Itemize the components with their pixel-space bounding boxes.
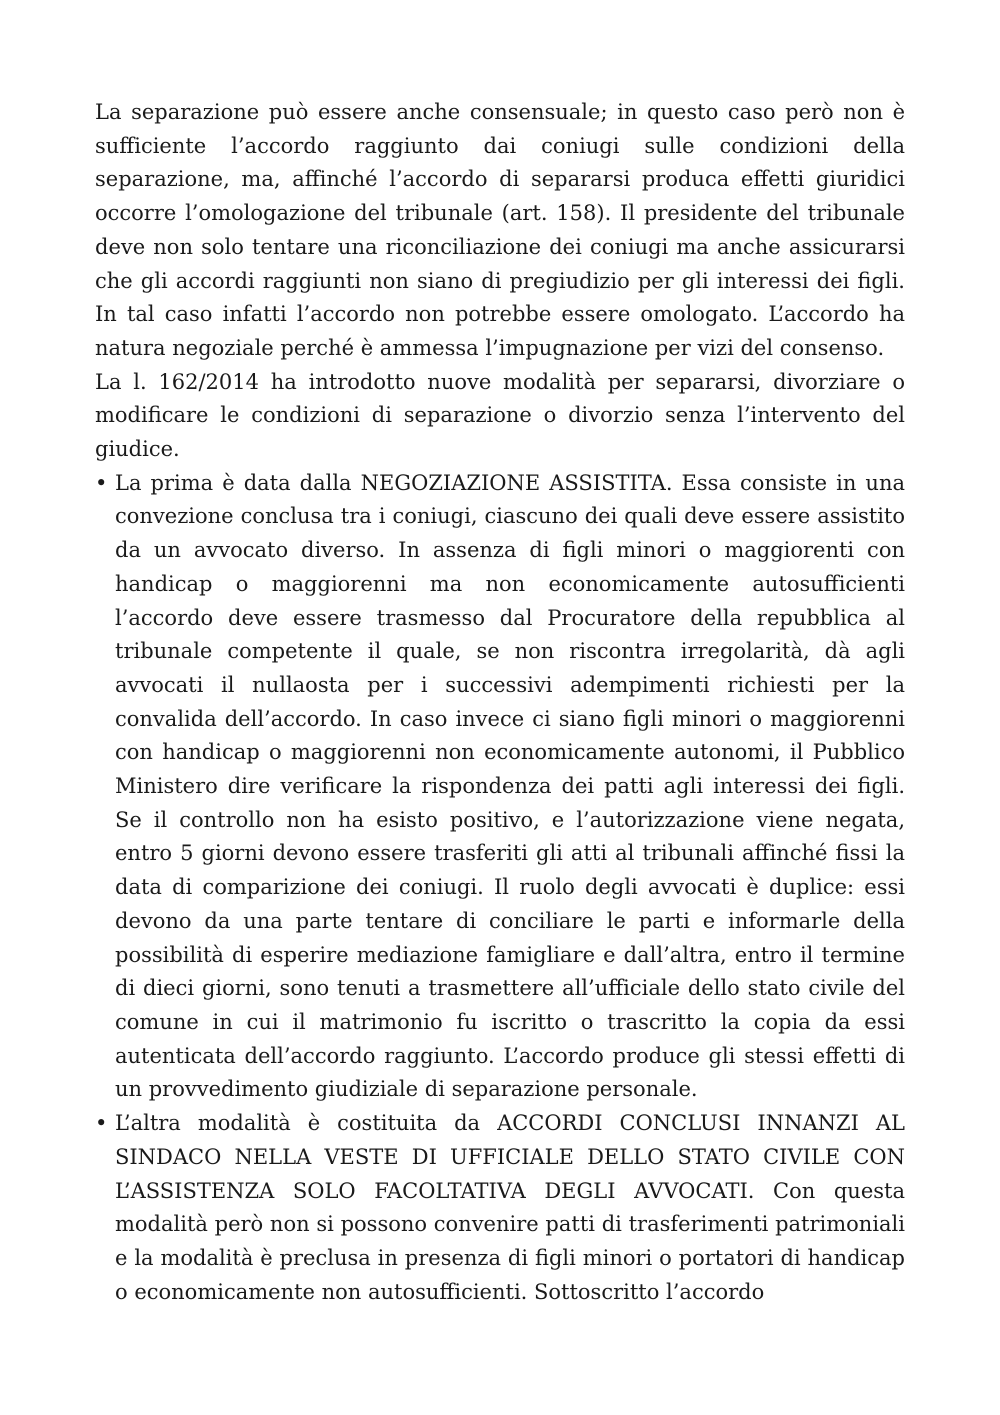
list-item-negoziazione-assistita — [95, 467, 905, 1107]
paragraph-law-162-2014: La l. 162/2014 ha introdotto nuove modalità per separarsi, divorziare o modificare le condizioni di separazione o divorzio senza l’intervento del giudice. — [95, 369, 905, 462]
bullet-list — [95, 467, 905, 1310]
bullet-icon: • — [95, 1111, 108, 1136]
list-item-accordi-sindaco — [95, 1107, 905, 1309]
bullet-icon: • — [95, 470, 108, 495]
document-page — [95, 96, 905, 1309]
list-item-text: L’altra modalità è costituita da ACCORDI CONCLUSI INNANZI AL SINDACO NELLA VESTE DI UFFICIALE DELLO STATO CIVILE CON L’ASSISTENZA SOLO FACOLTATIVA DEGLI AVVOCATI. Con questa modalità però non si possono convenire patti di trasferimenti patrimoniali e la modalità è preclusa in presenza di figli minori o portatori di handicap o economicamente non autosufficienti. Sottoscritto l’accordo — [115, 1111, 905, 1304]
paragraph-consensual-separation: La separazione può essere anche consensuale; in questo caso però non è sufficiente l’accordo raggiunto dai coniugi sulle condizioni della separazione, ma, affinché l’accordo di separarsi produca effetti giuridici occorre l’omologazione del tribunale (art. 158). Il presidente del tribunale deve non solo tentare una riconciliazione dei coniugi ma anche assicurarsi che gli accordi raggiunti non siano di pregiudizio per gli interessi dei figli. In tal caso infatti l’accordo non potrebbe essere omologato. L’accordo ha natura negoziale perché è ammessa l’impugnazione per vizi del consenso. — [95, 100, 905, 360]
list-item-text: La prima è data dalla NEGOZIAZIONE ASSISTITA. Essa consiste in una convezione conclusa tra i coniugi, ciascuno dei quali deve essere assistito da un avvocato diverso. In assenza di figli minori o maggiorenti con handicap o maggiorenni ma non economicamente autosufficienti l’accordo deve essere trasmesso dal Procuratore della repubblica al tribunale competente il quale, se non riscontra irregolarità, dà agli avvocati il nullaosta per i successivi adempimenti richiesti per la convalida dell’accordo. In caso invece ci siano figli minori o maggiorenni con handicap o maggiorenni non economicamente autonomi, il Pubblico Ministero dire verificare la rispondenza dei patti agli interessi dei figli. Se il controllo non ha esisto positivo, e l’autorizzazione viene negata, entro 5 giorni devono essere trasferiti gli atti al tribunali affinché fissi la data di comparizione dei coniugi. Il ruolo degli avvocati è duplice: essi devono da una parte tentare di conciliare le parti e informarle della possibilità di esperire mediazione famigliare e dall’altra, entro il termine di dieci giorni, sono tenuti a trasmettere all’ufficiale dello stato civile del comune in cui il matrimonio fu iscritto o trascritto la copia da essi autenticata dell’accordo raggiunto. L’accordo produce gli stessi effetti di un provvedimento giudiziale di separazione personale. — [115, 470, 905, 1102]
